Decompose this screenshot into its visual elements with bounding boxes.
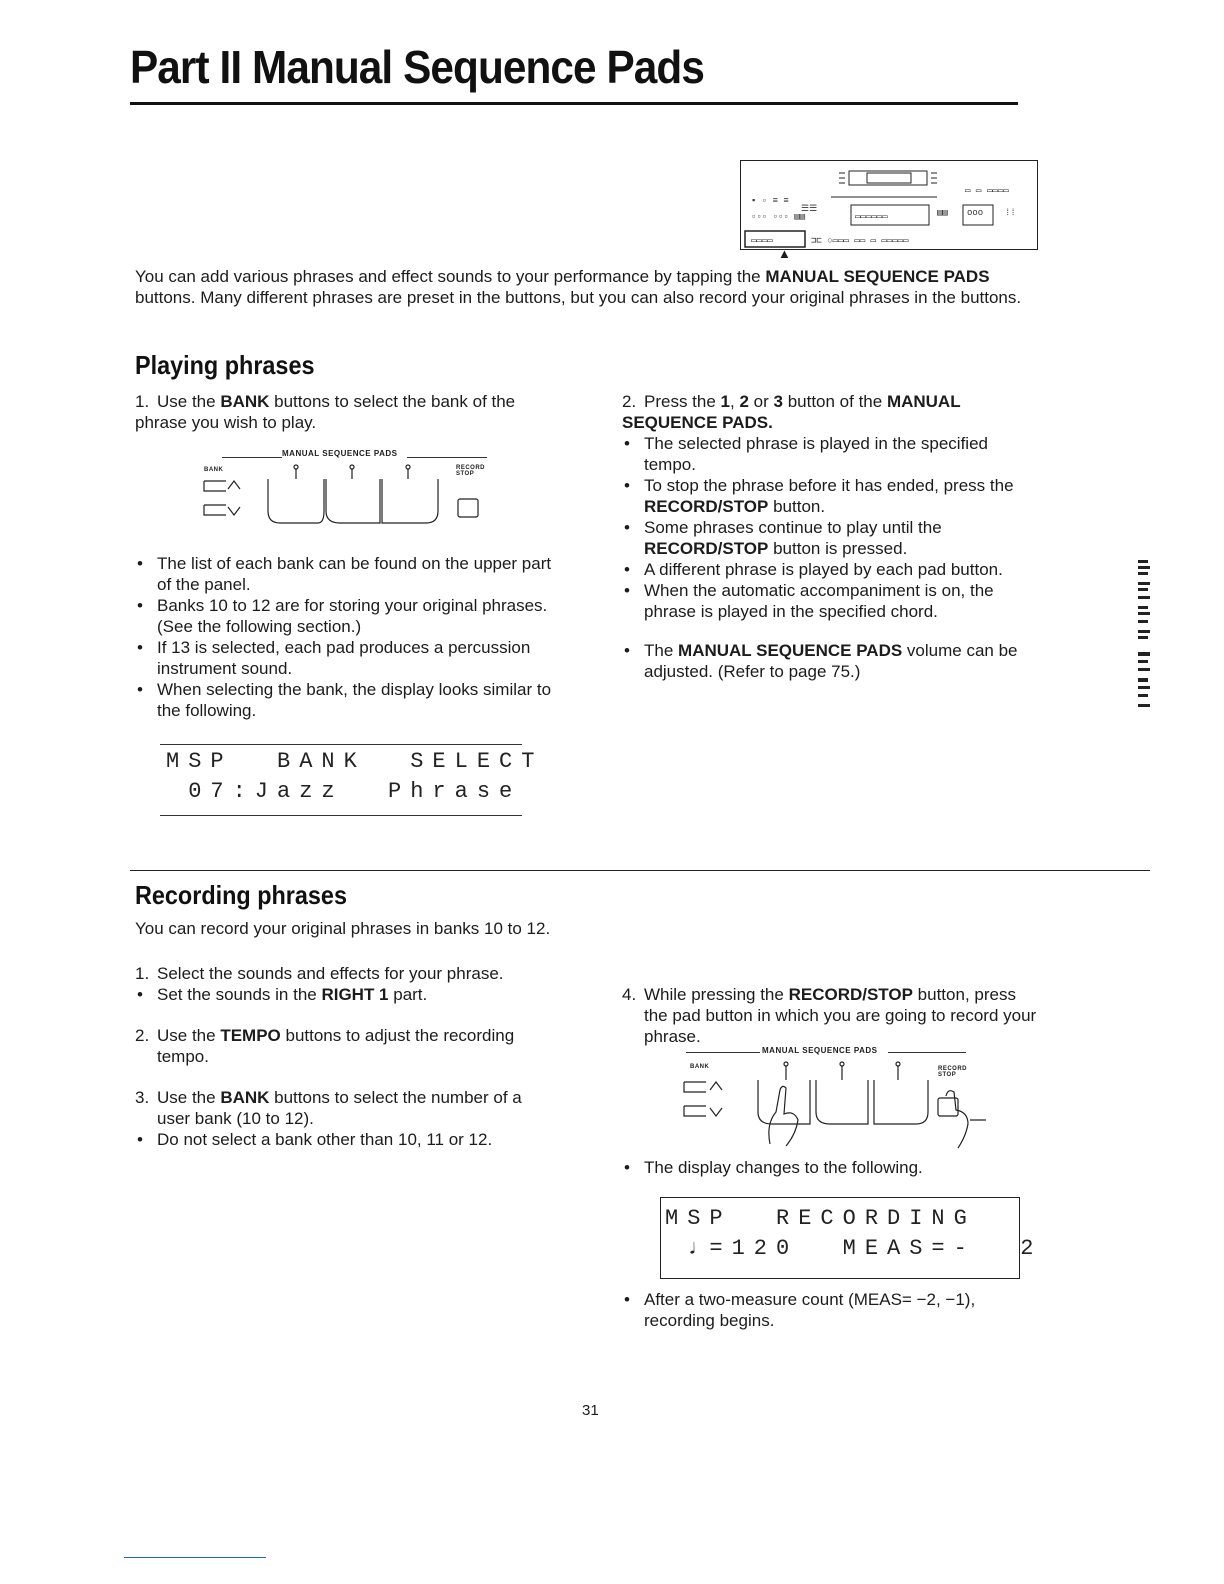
- recording-step-4: [622, 984, 1044, 1047]
- bank-label: BANK: [204, 467, 224, 473]
- recording-left-column: [135, 918, 557, 1150]
- record-label: RECORD STOP: [456, 465, 486, 477]
- margin-bars-decoration: [1138, 560, 1152, 720]
- step-text: button, press the pad button in which you are going to record your phrase.: [644, 985, 1037, 1046]
- step-text: While pressing the: [644, 985, 789, 1004]
- diagram-line: [686, 1052, 760, 1053]
- step-number: 1.: [135, 964, 150, 983]
- step-number: 3.: [135, 1088, 150, 1107]
- bullet-text: The: [644, 641, 679, 660]
- intro-text-1: You can add various phrases and effect sounds to your performance by tapping the: [135, 267, 766, 286]
- step-text: buttons to select the number of a user bank (10 to 12).: [157, 1088, 522, 1128]
- playing-left-column: [135, 391, 557, 433]
- step-text: buttons to adjust the recording tempo.: [157, 1026, 515, 1066]
- step-text: or: [748, 392, 774, 411]
- svg-text:▤▤: ▤▤: [937, 208, 948, 218]
- lcd-line-1: MSP BANK SELECT: [166, 749, 544, 774]
- playing-step-2-bullets: [622, 433, 1044, 682]
- list-item: • When selecting the bank, the display looks similar to the following.: [135, 679, 557, 721]
- title-rule: [130, 102, 1018, 105]
- intro-text-2: MANUAL SEQUENCE PADS: [765, 267, 990, 286]
- lcd-line-2: 07:Jazz Phrase: [166, 779, 522, 804]
- step-text: Select the sounds and effects for your phrase.: [157, 964, 504, 983]
- intro-text-3: buttons. Many different phrases are preset in the buttons, but you can also record your original phrases in the buttons.: [135, 288, 1022, 307]
- lcd-bank-select: [160, 744, 544, 816]
- bullet-text: The selected phrase is played in the specified tempo.: [644, 434, 988, 474]
- section-heading-recording: Recording phrases: [135, 880, 347, 910]
- bullet-text: Some phrases continue to play until the: [644, 518, 942, 537]
- list-item: • After a two-measure count (MEAS= −2, −1), recording begins.: [622, 1289, 1044, 1331]
- list-item: • The list of each bank can be found on the upper part of the panel.: [135, 553, 557, 595]
- step-text: buttons to select the bank of the phrase you wish to play.: [135, 392, 516, 432]
- pads-diagram-2: [676, 1046, 996, 1156]
- svg-text:▭▭▭▭▭▭: ▭▭▭▭▭▭: [855, 212, 888, 222]
- recording-step-2: [135, 1025, 557, 1067]
- list-item: [622, 433, 1044, 475]
- bullet-text: button is pressed.: [768, 539, 908, 558]
- svg-text:▫▫▫ ▫▫▫ ▤▤: ▫▫▫ ▫▫▫ ▤▤: [751, 212, 806, 222]
- recording-intro: You can record your original phrases in banks 10 to 12.: [135, 919, 551, 938]
- recording-step-3: [135, 1087, 557, 1129]
- lcd-line-1: MSP RECORDING: [665, 1206, 976, 1231]
- recording-step-1: [135, 963, 557, 984]
- svg-text:▭ ▭: ▭ ▭: [965, 186, 982, 196]
- bullet-text: A different phrase is played by each pad button.: [644, 560, 1003, 579]
- step-number: 2.: [135, 1026, 150, 1045]
- diagram-line: [407, 457, 487, 458]
- svg-text:ооо: ооо: [967, 208, 984, 218]
- footer-line: [124, 1557, 266, 1558]
- step-number: 1.: [135, 392, 150, 411]
- list-item: [622, 517, 1044, 559]
- svg-text:▭▭▭▭: ▭▭▭▭: [987, 186, 1009, 196]
- svg-text:☰☰: ☰☰: [801, 204, 818, 214]
- step-text: 1: [720, 392, 731, 411]
- step-text: Use the: [157, 1026, 221, 1045]
- recording-step-3-bullets: [135, 1129, 557, 1150]
- step-text: BANK: [220, 392, 270, 411]
- step-text: ,: [730, 392, 740, 411]
- playing-bullets: [135, 553, 557, 721]
- panel-arrow-icon: ▲: [778, 246, 791, 261]
- recording-final-bullets: [622, 1289, 1044, 1331]
- playing-right-column: [622, 391, 1044, 682]
- svg-text:▪ ▫ ≡ ≡: ▪ ▫ ≡ ≡: [751, 196, 789, 206]
- step-text: TEMPO: [220, 1026, 281, 1045]
- diagram-line: [222, 457, 282, 458]
- bullet-text: RECORD/STOP: [644, 539, 769, 558]
- recording-step-1-bullets: [135, 984, 557, 1005]
- pressing-hands-icon: [676, 1054, 986, 1154]
- page-number: 31: [582, 1402, 599, 1419]
- list-item: • The display changes to the following.: [622, 1157, 1044, 1178]
- bullet-text: volume can be adjusted. (Refer to page 75.): [644, 641, 1018, 681]
- list-item: [622, 475, 1044, 517]
- bullet-text: RECORD/STOP: [644, 497, 769, 516]
- bullet-text: Set the sounds in the: [157, 985, 322, 1004]
- step-number: 2.: [622, 392, 637, 411]
- record-label: RECORD STOP: [938, 1066, 968, 1078]
- step-text: RECORD/STOP: [788, 985, 913, 1004]
- step-text: BANK: [220, 1088, 270, 1107]
- page-title: Part II Manual Sequence Pads: [130, 41, 704, 93]
- bullet-text: part.: [388, 985, 428, 1004]
- list-item: • If 13 is selected, each pad produces a percussion instrument sound.: [135, 637, 557, 679]
- diagram-line: [888, 1052, 966, 1053]
- section-divider: [130, 870, 1150, 871]
- step-number: 4.: [622, 985, 637, 1004]
- bullet-text: When the automatic accompaniment is on, the phrase is played in the specified chord.: [644, 581, 994, 621]
- list-item: • Banks 10 to 12 are for storing your original phrases. (See the following section.): [135, 595, 557, 637]
- svg-text:⊐⊏ ○▭▭▭ ▭▭ ▭ ▭▭▭▭▭: ⊐⊏ ○▭▭▭ ▭▭ ▭ ▭▭▭▭▭: [811, 236, 909, 246]
- list-item: [135, 984, 557, 1005]
- list-item: [622, 640, 1044, 682]
- svg-text:▭▭▭▭: ▭▭▭▭: [751, 236, 773, 246]
- list-item: • Do not select a bank other than 10, 11 or 12.: [135, 1129, 557, 1150]
- lcd-recording: [660, 1197, 1043, 1279]
- bullet-text: To stop the phrase before it has ended, press the: [644, 476, 1014, 495]
- step-text: Use the: [157, 392, 221, 411]
- playing-step-2: [622, 391, 1044, 433]
- step-text: Use the: [157, 1088, 221, 1107]
- svg-text:⁞⁞: ⁞⁞: [1005, 208, 1016, 218]
- pads-diagram-label: MANUAL SEQUENCE PADS: [282, 449, 398, 458]
- panel-illustration: [740, 160, 1038, 250]
- section-heading-playing: Playing phrases: [135, 350, 315, 380]
- recording-right-column: [622, 984, 1044, 1047]
- panel-display-icon: [741, 161, 1037, 249]
- pads-diagram-1: [200, 449, 520, 529]
- bullet-text: button.: [768, 497, 826, 516]
- step-text: button of the: [782, 392, 887, 411]
- lcd-line-2: ♩=120 MEAS=- 2: [665, 1236, 1043, 1261]
- playing-step-1: [135, 391, 557, 433]
- step-text: Press the: [644, 392, 721, 411]
- list-item: [622, 559, 1044, 580]
- recording-step-4-bullets: [622, 1157, 1044, 1178]
- pads-diagram-label: MANUAL SEQUENCE PADS: [762, 1046, 878, 1055]
- step-text: MANUAL SEQUENCE PADS.: [622, 392, 961, 432]
- intro-paragraph: [135, 266, 1045, 308]
- step-text: 3: [773, 392, 783, 411]
- bullet-text: RIGHT 1: [321, 985, 389, 1004]
- list-item: [622, 580, 1044, 622]
- step-text: 2: [739, 392, 749, 411]
- bullet-text: MANUAL SEQUENCE PADS: [678, 641, 903, 660]
- bank-label: BANK: [690, 1064, 710, 1070]
- pads-icon: [200, 459, 500, 529]
